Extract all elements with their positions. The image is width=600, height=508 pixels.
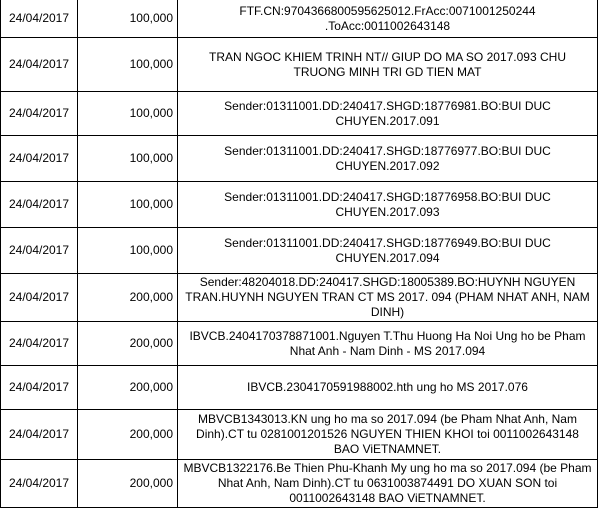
date-cell: 24/04/2017 xyxy=(1,38,78,92)
date-cell: 24/04/2017 xyxy=(1,410,78,460)
description-cell: Sender:48204018.DD:240417.SHGD:18005389.BO:HUYNH NGUYEN TRAN.HUYNH NGUYEN TRAN CT MS 2017. 094 (PHAM NHAT ANH, NAM DINH) xyxy=(178,274,598,322)
table-row xyxy=(1,228,598,274)
description-cell: MBVCB1322176.Be Thien Phu-Khanh My ung ho ma so 2017.094 (be Pham Nhat Anh, Nam Dinh).CT tu 0631003874491 DO XUAN SON toi 0011002643148 BAO ViETNAMNET. xyxy=(178,460,598,508)
date-cell: 24/04/2017 xyxy=(1,182,78,228)
table-row xyxy=(1,0,598,38)
table-row xyxy=(1,92,598,136)
amount-cell: 200,000 xyxy=(78,366,178,410)
table-row xyxy=(1,274,598,322)
description-cell: IBVCB.2304170591988002.hth ung ho MS 2017.076 xyxy=(178,366,598,410)
date-cell: 24/04/2017 xyxy=(1,274,78,322)
description-cell: Sender:01311001.DD:240417.SHGD:18776958.BO:BUI DUC CHUYEN.2017.093 xyxy=(178,182,598,228)
table-row xyxy=(1,38,598,92)
date-cell: 24/04/2017 xyxy=(1,460,78,508)
date-cell: 24/04/2017 xyxy=(1,136,78,182)
amount-cell: 100,000 xyxy=(78,136,178,182)
description-cell: Sender:01311001.DD:240417.SHGD:18776981.BO:BUI DUC CHUYEN.2017.091 xyxy=(178,92,598,136)
amount-cell: 100,000 xyxy=(78,182,178,228)
table-row xyxy=(1,460,598,508)
date-cell: 24/04/2017 xyxy=(1,322,78,366)
amount-cell: 200,000 xyxy=(78,274,178,322)
amount-cell: 100,000 xyxy=(78,0,178,38)
description-cell: IBVCB.2404170378871001.Nguyen T.Thu Huong Ha Noi Ung ho be Pham Nhat Anh - Nam Dinh - MS 2017.094 xyxy=(178,322,598,366)
description-cell: MBVCB1343013.KN ung ho ma so 2017.094 (be Pham Nhat Anh, Nam Dinh).CT tu 0281001201526 NGUYEN THIEN KHOI toi 0011002643148 BAO ViETNAMNET. xyxy=(178,410,598,460)
table-row xyxy=(1,410,598,460)
table-row xyxy=(1,366,598,410)
amount-cell: 100,000 xyxy=(78,228,178,274)
table-row xyxy=(1,136,598,182)
amount-cell: 100,000 xyxy=(78,38,178,92)
date-cell: 24/04/2017 xyxy=(1,0,78,38)
amount-cell: 200,000 xyxy=(78,410,178,460)
table-row xyxy=(1,182,598,228)
description-cell: TRAN NGOC KHIEM TRINH NT// GIUP DO MA SO 2017.093 CHU TRUONG MINH TRI GD TIEN MAT xyxy=(178,38,598,92)
amount-cell: 200,000 xyxy=(78,460,178,508)
date-cell: 24/04/2017 xyxy=(1,228,78,274)
date-cell: 24/04/2017 xyxy=(1,366,78,410)
description-cell: Sender:01311001.DD:240417.SHGD:18776949.BO:BUI DUC CHUYEN.2017.094 xyxy=(178,228,598,274)
description-cell: Sender:01311001.DD:240417.SHGD:18776977.BO:BUI DUC CHUYEN.2017.092 xyxy=(178,136,598,182)
date-cell: 24/04/2017 xyxy=(1,92,78,136)
table-row xyxy=(1,322,598,366)
description-cell: FTF.CN:9704366800595625012.FrAcc:0071001250244 .ToAcc:0011002643148 xyxy=(178,0,598,38)
amount-cell: 200,000 xyxy=(78,322,178,366)
amount-cell: 100,000 xyxy=(78,92,178,136)
